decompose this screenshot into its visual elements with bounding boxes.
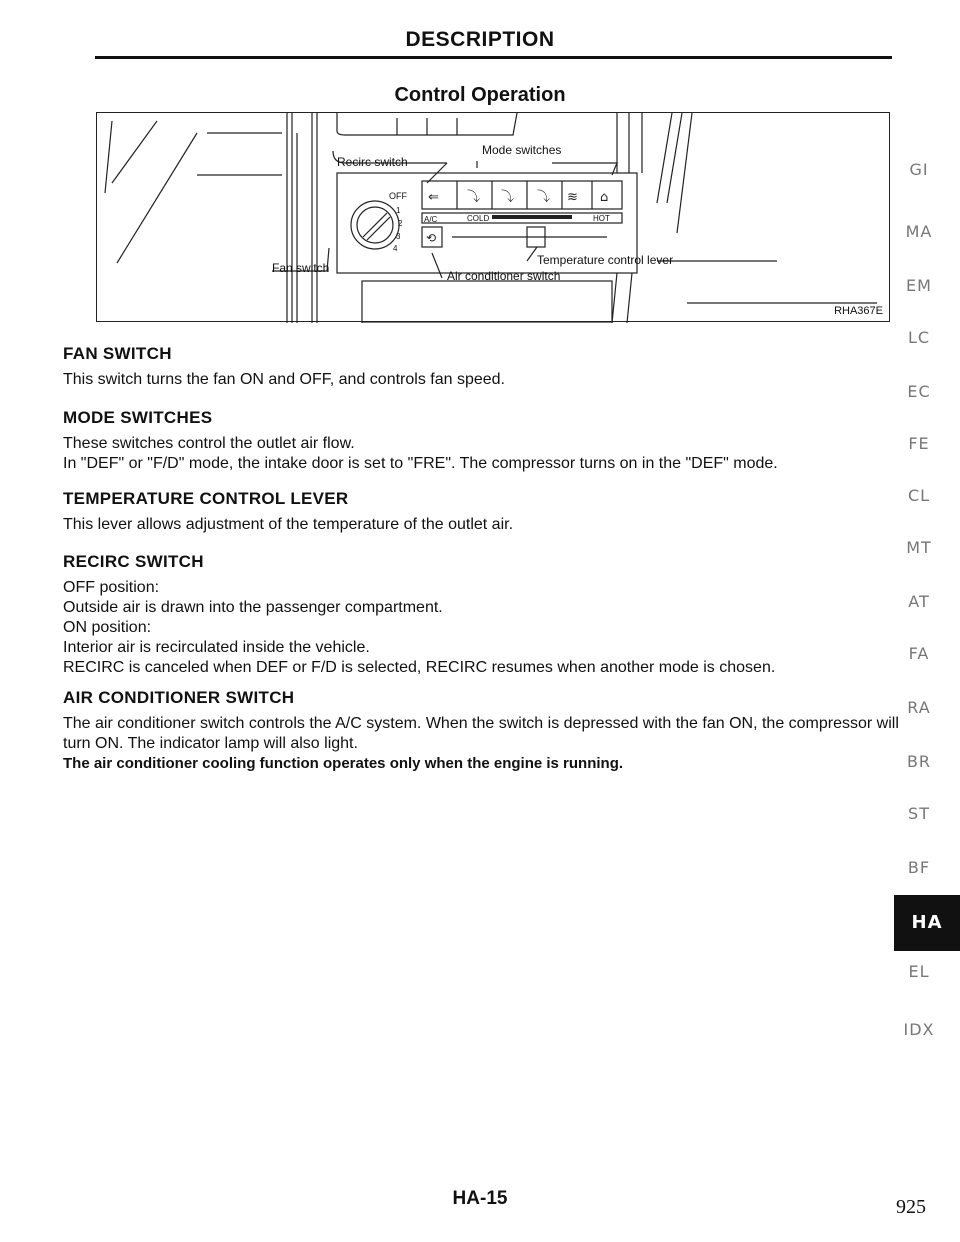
section-heading: RECIRC SWITCH	[63, 552, 204, 571]
fan-speed-3: 3	[396, 232, 401, 241]
cold-label: COLD	[467, 214, 490, 223]
tab-cl[interactable]: CL	[907, 486, 931, 505]
paragraph: OFF position:	[63, 579, 160, 596]
tab-at[interactable]: AT	[908, 592, 930, 611]
tab-mt[interactable]: MT	[906, 538, 932, 557]
page-title: DESCRIPTION	[405, 28, 555, 51]
section-mode-switches	[63, 408, 903, 474]
section-heading: MODE SWITCHES	[63, 408, 213, 427]
page-label: HA-15	[452, 1188, 508, 1209]
section-temperature-lever	[63, 489, 903, 535]
section-ac-switch	[63, 688, 903, 774]
fan-speed-1: 1	[396, 206, 401, 215]
paragraph: ON position:	[63, 619, 152, 636]
tab-br[interactable]: BR	[906, 752, 932, 771]
tab-ra[interactable]: RA	[907, 698, 931, 717]
section-subtitle: Control Operation	[394, 84, 566, 106]
fan-speed-2: 2	[398, 219, 403, 228]
paragraph: These switches control the outlet air flow.	[63, 435, 355, 452]
paragraph: Outside air is drawn into the passenger compartment.	[63, 599, 443, 616]
page-number: 925	[896, 1196, 926, 1218]
ac-switch-label: Air conditioner switch	[447, 269, 561, 283]
svg-text:⤵: ⤵	[501, 190, 515, 205]
mode-switches-label: Mode switches	[482, 143, 562, 157]
tab-ha-active[interactable]: HA	[894, 895, 960, 951]
fan-speed-4: 4	[393, 244, 398, 253]
paragraph: The air conditioner switch controls the A/C system. When the switch is depressed with the fan ON, the compressor will turn ON. The indicator lamp will also light.	[63, 715, 899, 752]
section-heading: FAN SWITCH	[63, 344, 172, 363]
section-recirc-switch	[63, 552, 903, 678]
svg-text:⤵: ⤵	[537, 190, 551, 205]
figure-id: RHA367E	[834, 305, 883, 317]
paragraph: Interior air is recirculated inside the vehicle.	[63, 639, 370, 656]
tab-ma[interactable]: MA	[905, 222, 933, 241]
title-rule	[95, 56, 892, 59]
ac-label: A/C	[424, 215, 438, 224]
section-heading: AIR CONDITIONER SWITCH	[63, 688, 295, 707]
tab-ec[interactable]: EC	[907, 382, 931, 401]
tab-st[interactable]: ST	[908, 804, 930, 823]
svg-text:⤵: ⤵	[467, 190, 481, 205]
bold-note: The air conditioner cooling function operates only when the engine is running.	[63, 755, 624, 772]
svg-text:⌂: ⌂	[600, 190, 609, 205]
paragraph: This lever allows adjustment of the temperature of the outlet air.	[63, 516, 514, 533]
tab-idx[interactable]: IDX	[903, 1020, 935, 1039]
fan-switch-label: Fan switch	[272, 261, 330, 275]
tab-fa[interactable]: FA	[908, 644, 930, 663]
tab-em[interactable]: EM	[906, 276, 932, 295]
paragraph: This switch turns the fan ON and OFF, and controls fan speed.	[63, 371, 505, 388]
tab-el[interactable]: EL	[908, 962, 930, 981]
svg-text:⇐: ⇐	[428, 190, 439, 205]
off-label: OFF	[389, 191, 407, 201]
section-heading: TEMPERATURE CONTROL LEVER	[63, 489, 349, 508]
paragraph: In "DEF" or "F/D" mode, the intake door is set to "FRE". The compressor turns on in the "DEF" mode.	[63, 455, 778, 472]
paragraph: RECIRC is canceled when DEF or F/D is selected, RECIRC resumes when another mode is chosen.	[63, 659, 776, 676]
tab-bf[interactable]: BF	[907, 858, 931, 877]
tab-lc[interactable]: LC	[907, 328, 931, 347]
tab-fe[interactable]: FE	[908, 434, 930, 453]
temp-lever-label: Temperature control lever	[537, 253, 674, 267]
control-panel-figure	[96, 112, 890, 322]
hot-label: HOT	[593, 214, 610, 223]
tab-gi[interactable]: GI	[909, 160, 929, 179]
svg-text:≋: ≋	[567, 190, 578, 205]
recirc-switch-label: Recirc switch	[337, 155, 408, 169]
svg-text:⟲: ⟲	[426, 231, 437, 245]
section-fan-switch	[63, 344, 903, 390]
